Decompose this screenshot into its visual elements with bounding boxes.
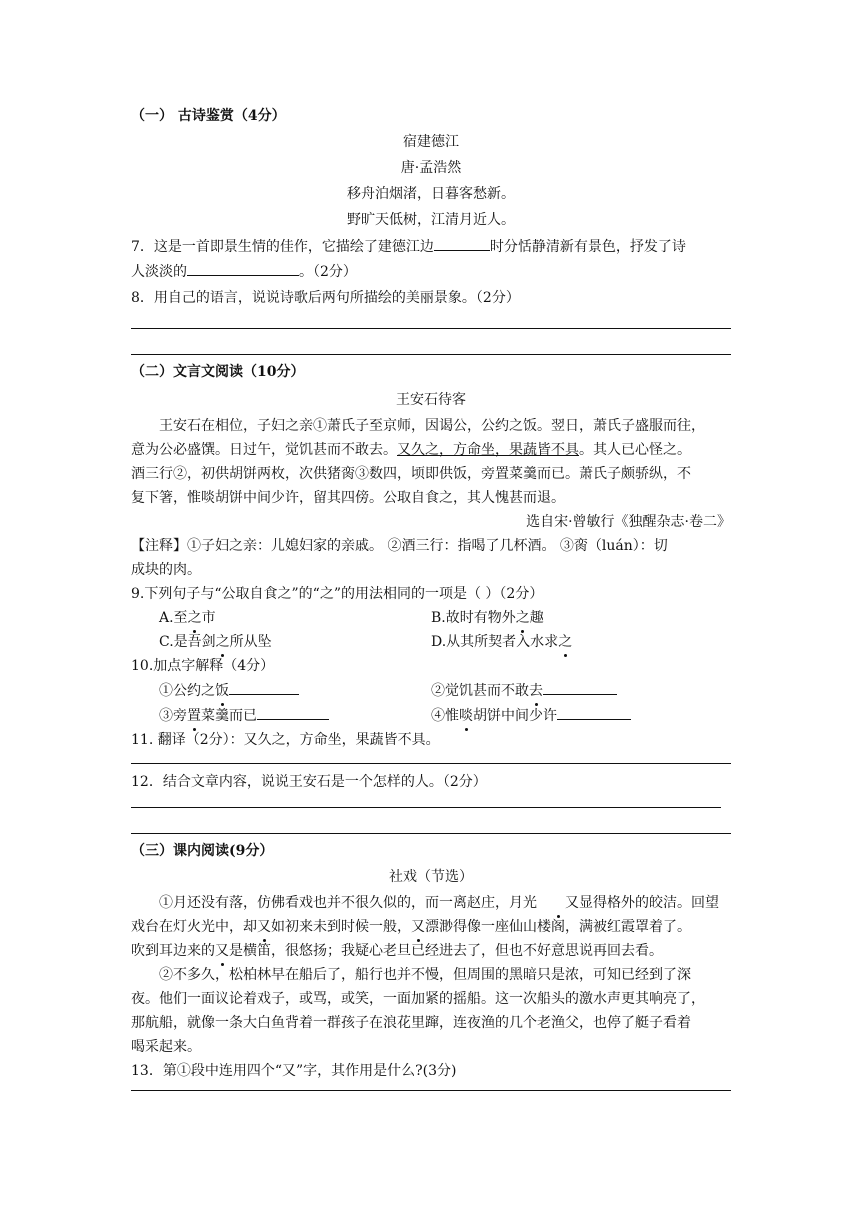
dotted-char: 之	[216, 630, 230, 654]
section-3-heading: （三）课内阅读(9分）	[131, 843, 274, 859]
passage-text: 。其人已心怪之。	[579, 442, 691, 458]
passage-line: 复下箸，惟啖胡饼中间少许，留其四傍。公取自食之，其人愧甚而退。	[131, 490, 565, 506]
item-1: ①公约之饭	[131, 678, 431, 703]
dotted-char: 啖	[459, 704, 473, 728]
question-10-row	[131, 703, 731, 728]
question-12: 12．结合文章内容，说说王安石是一个怎样的人。（2分）	[131, 774, 487, 790]
question-7-text-b: 时分恬静清新有景色，抒发了诗	[489, 239, 686, 255]
dotted-char: 之	[558, 630, 572, 654]
question-9-options-row	[131, 606, 731, 630]
question-7-text-a: 7．这是一首即景生情的佳作，它描绘了建德江边	[131, 239, 434, 255]
dotted-char: 置	[187, 704, 201, 728]
answer-blank[interactable]	[229, 678, 299, 695]
question-10: 10.加点字解释（4分）	[131, 658, 275, 674]
question-7-text-d: 。（2分）	[299, 264, 357, 280]
dotted-char: 去	[529, 679, 543, 703]
dotted-char: 饭	[215, 679, 229, 703]
passage-line: 吹到耳边来的又是横笛，很悠扬；我疑心老旦已经进去了，但也不好意思说再回去看。	[131, 939, 731, 963]
passage-title: 王安石待客	[396, 392, 466, 408]
passage-title: 社戏（节选）	[389, 869, 473, 885]
question-8: 8．用自己的语言，说说诗歌后两句所描绘的美丽景象。（2分）	[131, 290, 520, 306]
passage-text: 意为公必盛馔。日过午，觉饥甚而不敢去。	[131, 442, 397, 458]
notes-line: 成块的肉。	[131, 562, 201, 578]
question-9-options-row	[131, 630, 731, 654]
item-2: ②觉饥甚而不敢去	[431, 678, 731, 703]
passage-line: 喝采起来。	[131, 1039, 201, 1055]
section-2-heading: （二）文言文阅读（10分）	[131, 364, 305, 380]
passage-line: ①月还没有落，仿佛看戏也并不很久似的，而一离赵庄，月光 又显得格外的皎洁。回望	[131, 891, 731, 915]
option-b[interactable]: B.故时有物外之趣	[431, 606, 731, 630]
passage-line: 酒三行②，初供胡饼两枚，次供猪脔③数四，顷即供饭，旁置菜羹而已。萧氏子颇骄纵，不	[131, 466, 691, 482]
answer-blank[interactable]	[187, 259, 299, 276]
passage-line: 戏台在灯火光中，却又如初来未到时候一般，又漂渺得像一座仙山楼阁，满被红霞罩着了。	[131, 915, 731, 939]
poem-line-1: 移舟泊烟渚，日暮客愁新。	[347, 186, 515, 202]
answer-line[interactable]	[131, 353, 731, 355]
passage-line	[131, 438, 731, 462]
question-11: 11. 翻译（2分）：又久之，方命坐，果蔬皆不具。	[131, 732, 440, 748]
question-7-cont	[131, 259, 731, 284]
option-d[interactable]: D.从其所契者入水求之	[431, 630, 731, 654]
dotted-char: 之	[516, 606, 530, 630]
passage-line: 夜。他们一面议论着戏子，或骂，或笑，一面加紧的摇船。这一次船头的激水声更其响亮了，	[131, 991, 705, 1007]
question-13: 13．第①段中连用四个“又”字，其作用是什么?(3分)	[131, 1063, 457, 1079]
dotted-char: 又	[411, 915, 425, 939]
notes-line: 【注释】①子妇之亲：儿媳妇家的亲戚。 ②酒三行：指喝了几杯酒。 ③脔（luán）：切	[131, 538, 668, 554]
question-10-row	[131, 678, 731, 703]
dotted-char: 又	[537, 891, 579, 915]
section-1-heading: （一） 古诗鉴赏（4分）	[131, 108, 286, 124]
option-c[interactable]: C.是吾剑之所从坠	[131, 630, 431, 654]
poem-line-2: 野旷天低树，江清月近人。	[347, 212, 515, 228]
passage-line: 那航船，就像一条大白鱼背着一群孩子在浪花里蹿，连夜渔的几个老渔父，也停了艇子看着	[131, 1015, 691, 1031]
answer-line[interactable]	[131, 762, 731, 764]
dotted-char: 之	[188, 606, 202, 630]
passage-source: 选自宋·曾敏行《独醒杂志·卷二》	[526, 514, 731, 530]
poem-author: 唐·孟浩然	[400, 160, 462, 176]
passage-line: 王安石在相位，子妇之亲①萧氏子至京师，因谒公，公约之饭。翌日，萧氏子盛服而往，	[159, 418, 705, 434]
dotted-char: 又	[257, 915, 271, 939]
exam-page	[131, 104, 731, 1091]
dotted-char: 又	[215, 939, 229, 963]
answer-line[interactable]	[131, 1089, 731, 1091]
answer-blank[interactable]	[257, 703, 329, 720]
answer-blank[interactable]	[543, 678, 617, 695]
item-4: ④惟啖胡饼中间少许	[431, 703, 731, 728]
answer-line[interactable]	[131, 832, 731, 834]
question-9: 9.下列句子与“公取自食之”的“之”的用法相同的一项是（ ）（2分）	[131, 586, 544, 602]
answer-blank[interactable]	[557, 703, 631, 720]
poem-title: 宿建德江	[403, 134, 459, 150]
question-7	[131, 234, 731, 259]
passage-line: ②不多久，松柏林早在船后了，船行也并不慢，但周围的黑暗只是浓，可知已经到了深	[159, 967, 691, 983]
option-a[interactable]: A.至之市	[131, 606, 431, 630]
underlined-sentence: 又久之，方命坐，果蔬皆不具	[397, 442, 579, 458]
answer-blank[interactable]	[434, 234, 490, 251]
question-7-text-c: 人淡淡的	[131, 264, 187, 280]
item-3: ③旁置菜羹而已	[131, 703, 431, 728]
